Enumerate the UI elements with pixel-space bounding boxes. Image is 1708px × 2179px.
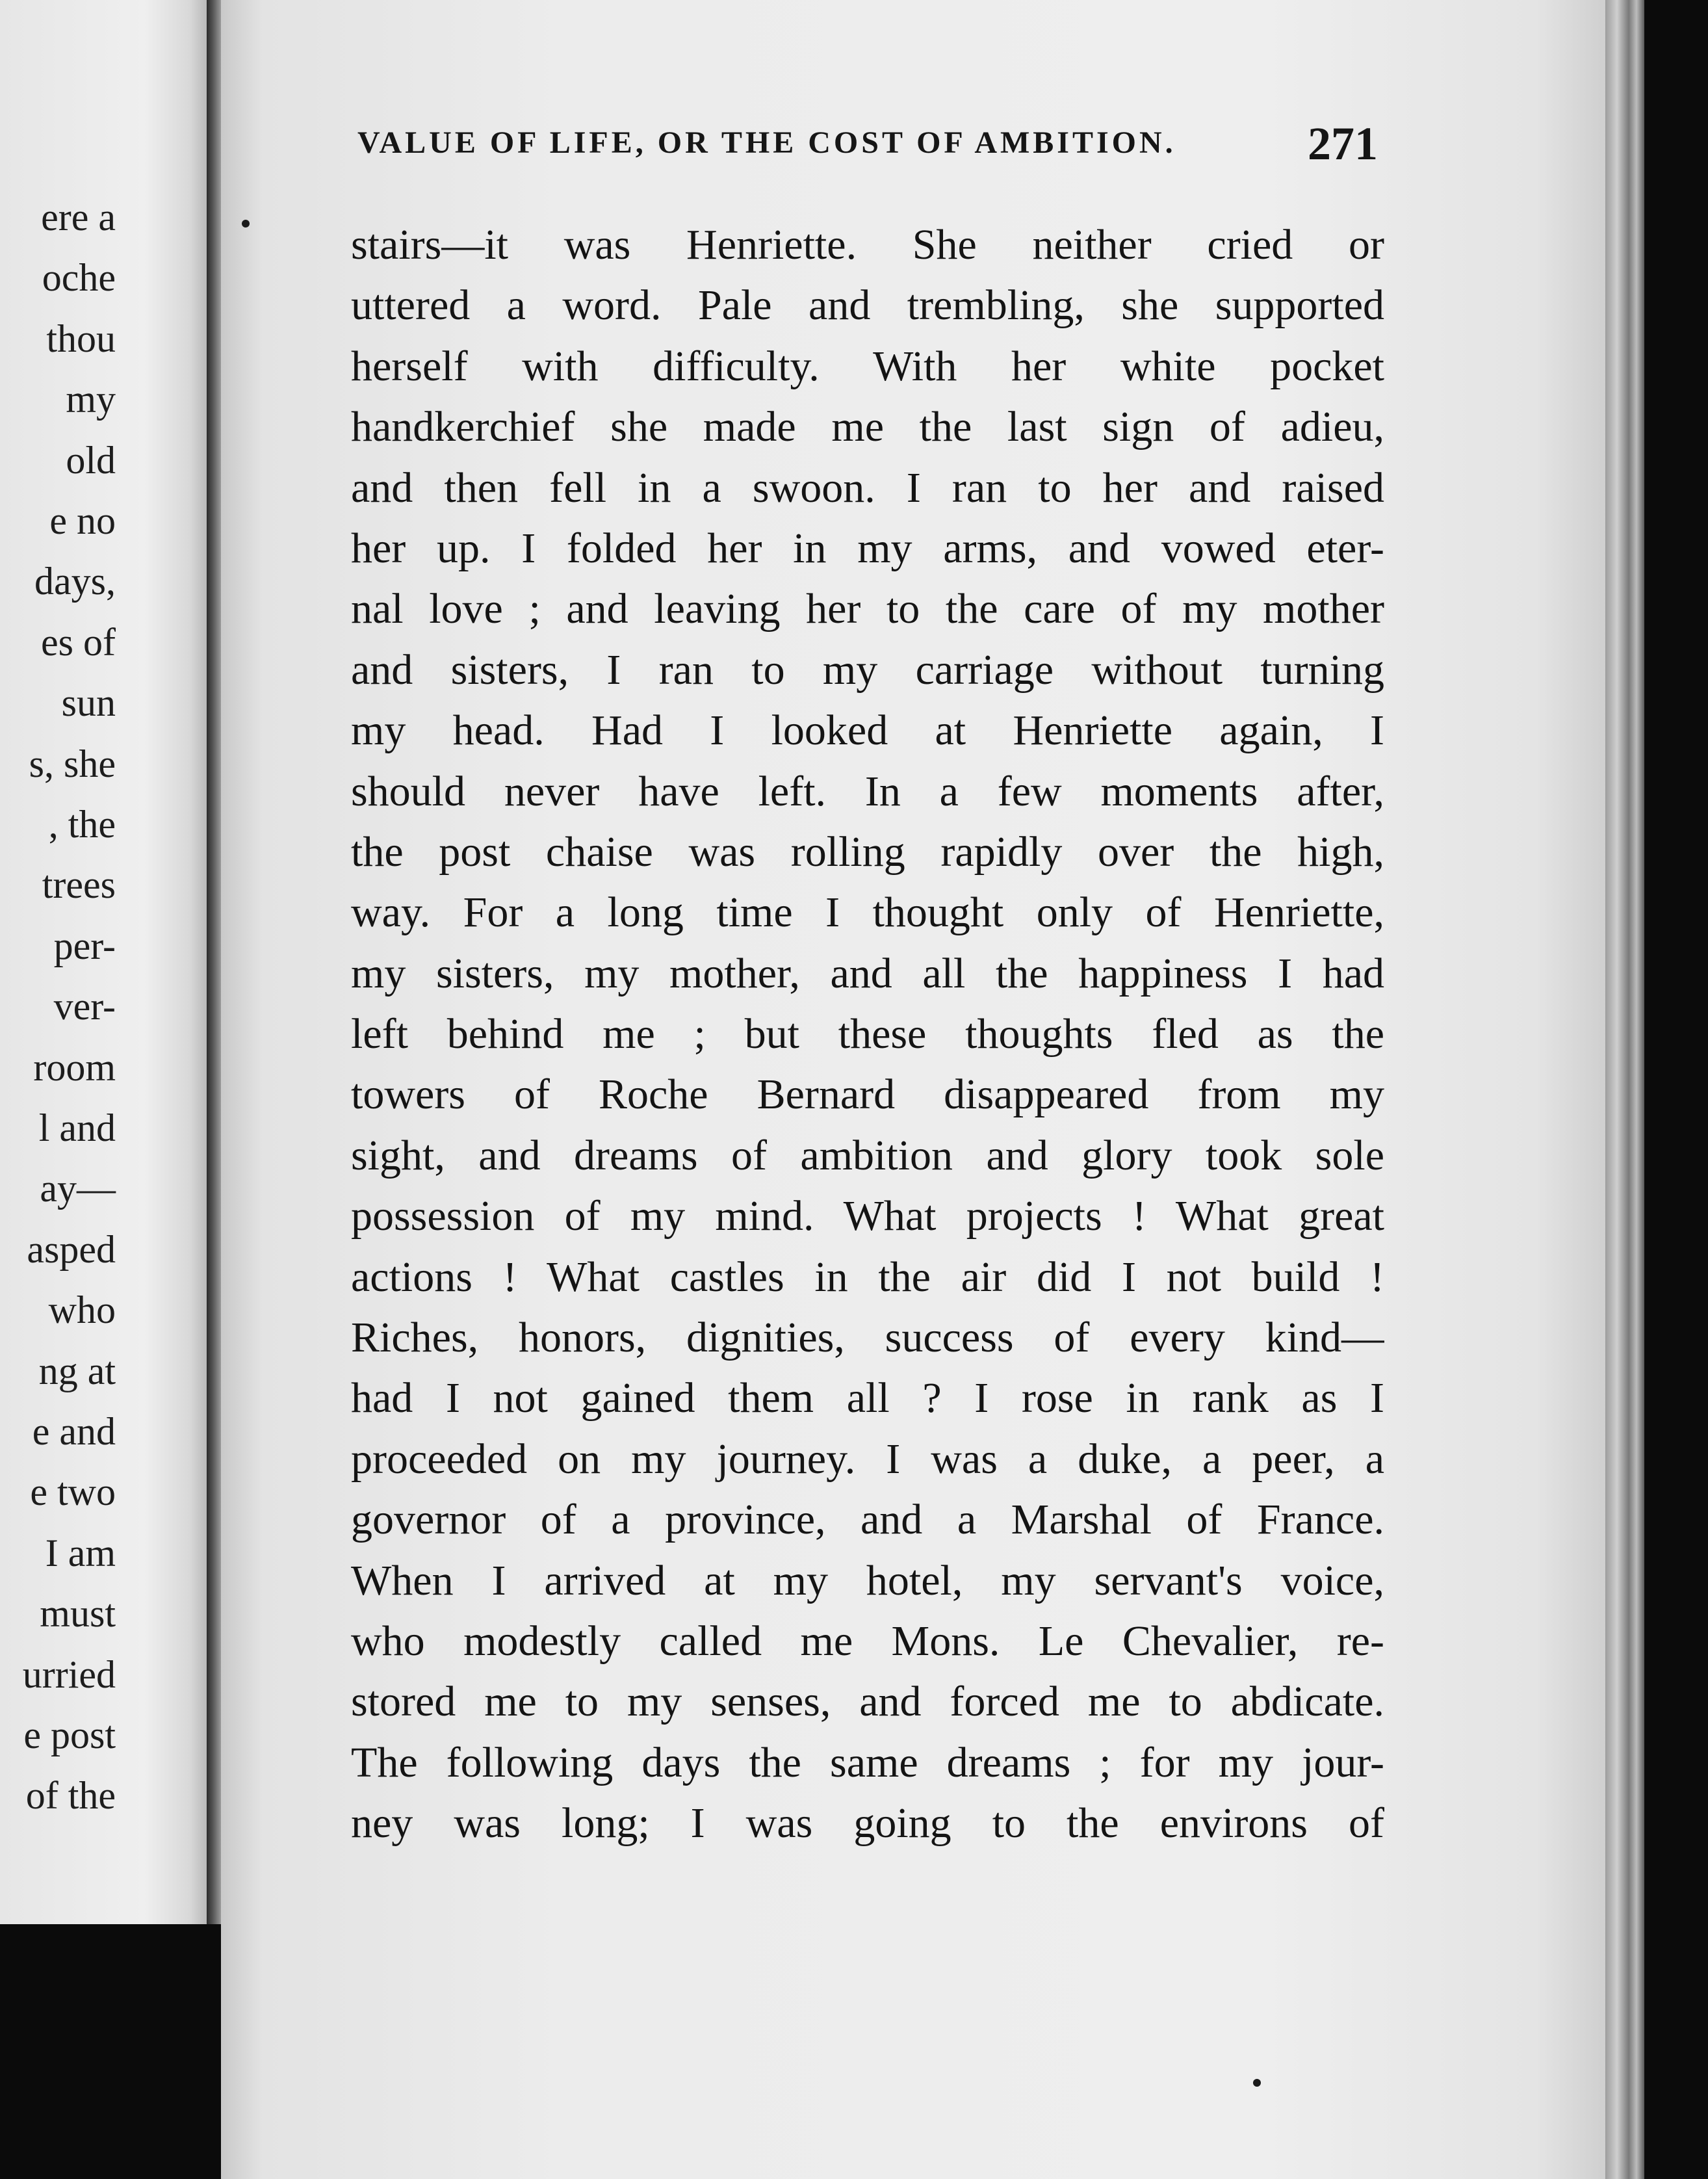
ink-speck	[242, 220, 250, 228]
text-line: When I arrived at my hotel, my servant's voice,	[351, 1556, 1384, 1604]
text-line: Riches, honors, dignities, success of every kind—	[351, 1314, 1384, 1362]
page-header	[351, 117, 1391, 176]
left-page-line-fragment: days,	[34, 560, 116, 603]
text-line: nal love ; and leaving her to the care of my mother	[351, 585, 1384, 633]
left-page-line-fragment: s, she	[29, 742, 116, 785]
left-page-line-fragment: old	[66, 438, 116, 482]
text-line: who modestly called me Mons. Le Chevalier, re-	[351, 1617, 1384, 1665]
text-line: handkerchief she made me the last sign of adieu,	[351, 403, 1384, 451]
left-page-line-fragment: sun	[61, 681, 116, 725]
text-line: proceeded on my journey. I was a duke, a peer, a	[351, 1435, 1384, 1483]
left-page-line-fragment: oche	[42, 256, 116, 300]
left-page-line-fragment: thou	[46, 317, 116, 360]
page-body-text	[351, 215, 1384, 1854]
text-line: actions ! What castles in the air did I not build !	[351, 1253, 1384, 1301]
left-page-line-fragment: ay—	[40, 1167, 116, 1210]
text-line: uttered a word. Pale and trembling, she supported	[351, 281, 1384, 330]
left-page-line-fragment: I am	[45, 1531, 116, 1574]
left-page-line-fragment: who	[48, 1288, 116, 1332]
left-page-line-fragment: , the	[48, 803, 116, 846]
left-page-line-fragment: ere a	[41, 196, 116, 239]
text-line: my head. Had I looked at Henriette again, I	[351, 707, 1384, 755]
text-line: and then fell in a swoon. I ran to her and raised	[351, 463, 1384, 512]
left-page-line-fragment: trees	[42, 863, 116, 907]
text-line: way. For a long time I thought only of Henriette,	[351, 889, 1384, 937]
left-page-line-fragment: e no	[49, 499, 116, 542]
page-edge	[1605, 0, 1644, 2179]
text-line: The following days the same dreams ; for my jour-	[351, 1738, 1384, 1786]
text-line: possession of my mind. What projects ! What great	[351, 1192, 1384, 1240]
ink-speck	[1253, 2079, 1261, 2087]
text-line: stored me to my senses, and forced me to abdicate.	[351, 1678, 1384, 1726]
text-line: herself with difficulty. With her white pocket	[351, 342, 1384, 390]
page-number: 271	[1308, 118, 1378, 170]
left-page-line-fragment: must	[40, 1592, 116, 1636]
left-page-line-fragment: asped	[27, 1227, 116, 1271]
running-head: VALUE OF LIFE, OR THE COST OF AMBITION.	[357, 125, 1176, 160]
background-edge	[1644, 0, 1708, 2179]
left-page-line-fragment: ver-	[53, 985, 116, 1028]
left-facing-page	[0, 0, 207, 1924]
text-line: ney was long; I was going to the environs of	[351, 1799, 1384, 1847]
left-page-line-fragment: es of	[41, 620, 116, 664]
text-line: and sisters, I ran to my carriage without turning	[351, 646, 1384, 694]
left-page-line-fragment: room	[33, 1045, 116, 1089]
text-line: towers of Roche Bernard disappeared from my	[351, 1071, 1384, 1119]
left-page-line-fragment: e and	[32, 1410, 116, 1453]
text-line: her up. I folded her in my arms, and vowed eter-	[351, 524, 1384, 572]
text-line: the post chaise was rolling rapidly over the high,	[351, 828, 1384, 876]
text-line: had I not gained them all ? I rose in rank as I	[351, 1374, 1384, 1422]
left-page-line-fragment: my	[66, 378, 116, 421]
text-line: left behind me ; but these thoughts fled as the	[351, 1010, 1384, 1058]
left-page-line-fragment: e post	[23, 1714, 116, 1756]
left-page-line-fragment: l and	[38, 1106, 116, 1149]
left-page-line-fragment: urried	[22, 1652, 116, 1696]
book-gutter	[207, 0, 221, 1924]
text-line: governor of a province, and a Marshal of France.	[351, 1496, 1384, 1544]
text-line: sight, and dreams of ambition and glory took sole	[351, 1131, 1384, 1179]
left-page-line-fragment: e two	[30, 1470, 116, 1514]
left-page-line-fragment: per-	[53, 924, 116, 967]
left-page-line-fragment: of the	[25, 1774, 116, 1818]
text-line: my sisters, my mother, and all the happiness I had	[351, 949, 1384, 997]
text-line: stairs—it was Henriette. She neither cried or	[351, 221, 1384, 268]
left-page-line-fragment: ng at	[38, 1349, 116, 1392]
text-line: should never have left. In a few moments after,	[351, 767, 1384, 815]
